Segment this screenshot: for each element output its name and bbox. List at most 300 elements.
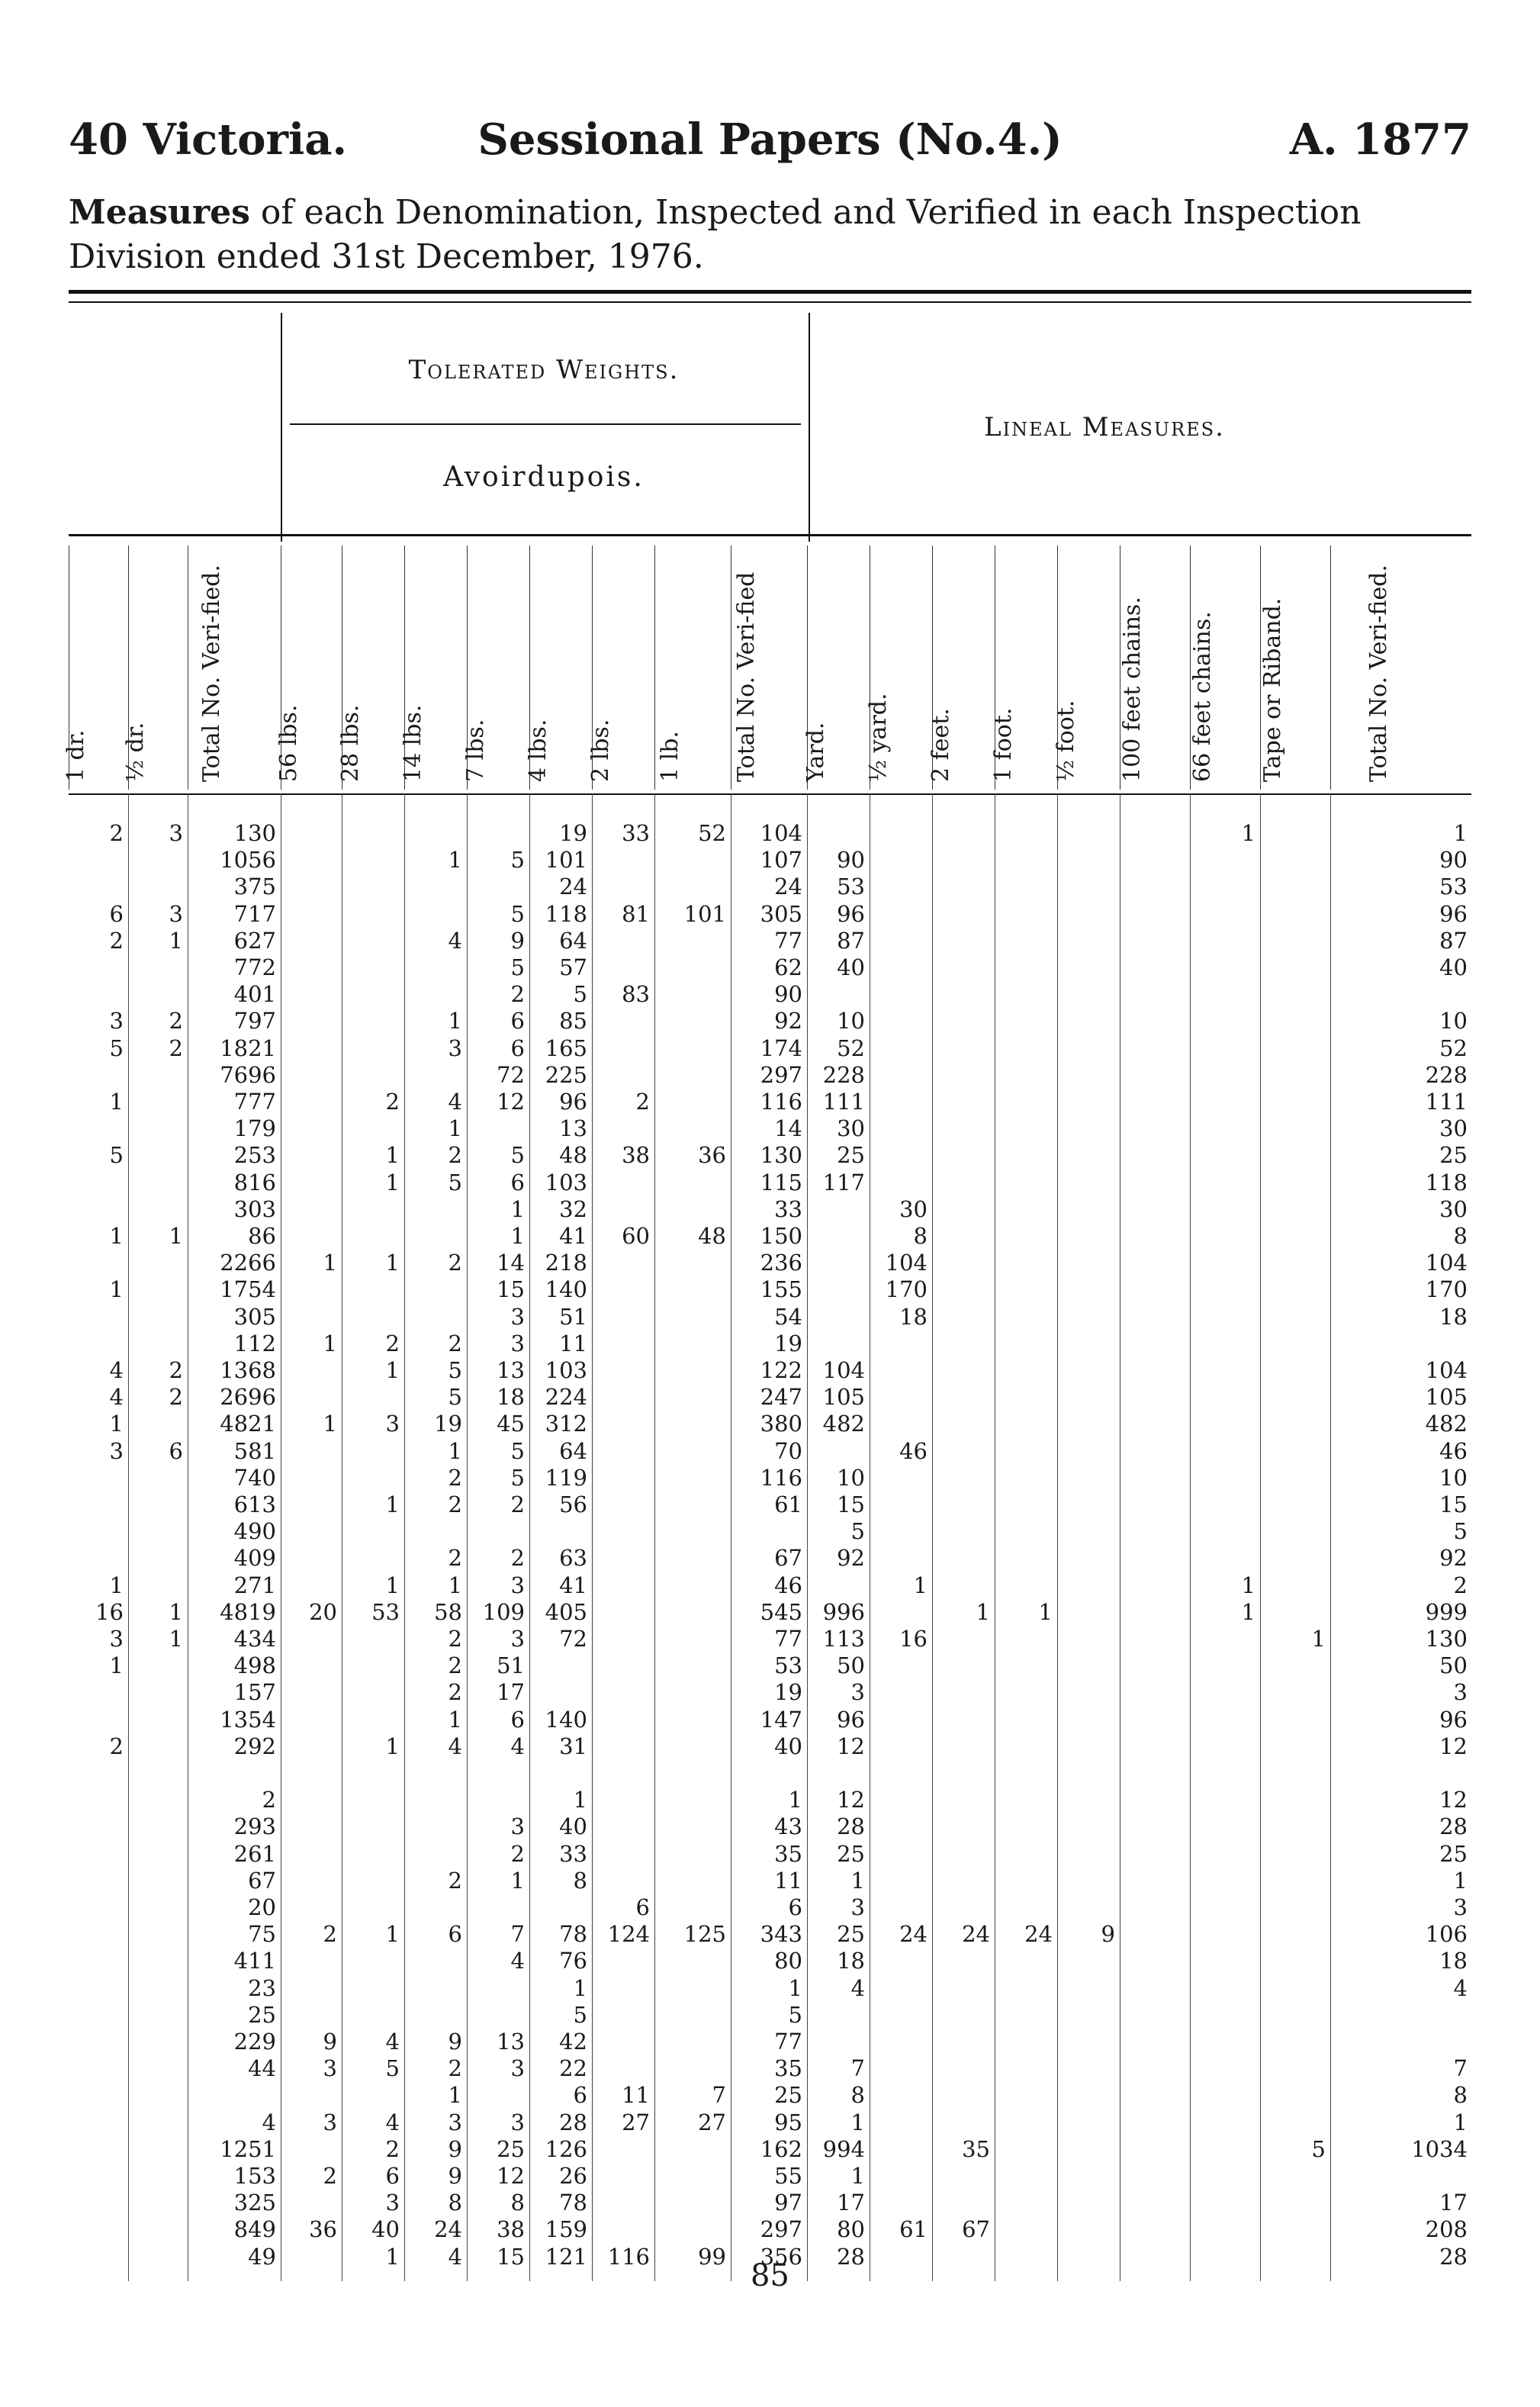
table-cell [1260, 1921, 1330, 1948]
table-cell [1057, 1813, 1120, 1840]
table-cell: 96 [837, 1706, 865, 1733]
table-cell [932, 2055, 995, 2082]
table-cell [932, 1841, 995, 1868]
table-cell: 2 [169, 1384, 183, 1411]
table-cell [592, 1868, 654, 1894]
table-cell [128, 1841, 188, 1868]
table-cell: 312 [545, 1411, 587, 1437]
table-cell: 1 [109, 1276, 124, 1303]
table-cell [807, 1250, 870, 1276]
table-cell [1260, 2055, 1330, 2082]
table-cell [654, 981, 731, 1008]
table-cell [69, 981, 128, 1008]
table-cell: 7 [850, 2055, 865, 2082]
table-cell [995, 1707, 1057, 1733]
table-cell [128, 1518, 188, 1545]
table-cell [1120, 1626, 1190, 1652]
table-caption [69, 191, 1464, 279]
table-cell: 8 [573, 1867, 587, 1894]
table-cell: 613 [233, 1492, 276, 1517]
table-cell: 10 [1439, 1008, 1468, 1035]
table-row [69, 1975, 1472, 2002]
table-cell: 1 [323, 1330, 337, 1356]
column-header [865, 545, 933, 790]
table-cell [128, 1196, 188, 1223]
table-row [69, 2002, 1472, 2029]
column-header [63, 545, 129, 790]
table-cell: 103 [545, 1169, 587, 1195]
table-cell: 18 [1439, 1948, 1468, 1974]
column-header [122, 545, 188, 790]
table-cell [1260, 1679, 1330, 1706]
table-cell: 405 [545, 1598, 587, 1625]
table-cell [592, 1008, 654, 1035]
table-cell [592, 1331, 654, 1357]
table-cell [281, 1196, 342, 1223]
column-header-label: ½ dr. [122, 722, 149, 782]
table-cell [1057, 2216, 1120, 2243]
table-cell: 3 [1453, 1679, 1468, 1706]
column-header [275, 545, 342, 790]
table-cell: 9 [448, 2029, 462, 2055]
table-cell [932, 1948, 995, 1974]
table-cell: 1 [323, 1250, 337, 1276]
table-cell [592, 1465, 654, 1492]
table-row [69, 981, 1472, 1008]
table-cell: 2 [448, 1626, 462, 1652]
table-cell: 92 [1439, 1545, 1468, 1572]
table-cell [1260, 2029, 1330, 2055]
table-cell: 8 [850, 2082, 865, 2109]
column-header [990, 545, 1058, 790]
table-cell: 236 [760, 1250, 802, 1276]
table-cell: 1354 [220, 1706, 276, 1733]
table-cell [1190, 2082, 1260, 2109]
table-cell: 80 [774, 1948, 802, 1974]
table-cell: 4 [510, 1733, 525, 1759]
table-cell: 19 [559, 820, 587, 846]
table-cell [932, 1652, 995, 1679]
table-cell [1260, 1250, 1330, 1276]
table-cell [731, 1518, 807, 1545]
table-cell [995, 1196, 1057, 1223]
table-cell [69, 847, 128, 874]
table-cell: 45 [497, 1411, 525, 1437]
table-cell [870, 1035, 932, 1062]
table-cell: 20 [248, 1894, 276, 1920]
table-cell [342, 1948, 404, 1974]
table-cell: 14 [774, 1115, 802, 1142]
table-cell [1260, 1599, 1330, 1626]
table-cell: 2 [448, 1652, 462, 1679]
table-cell: 3 [1453, 1894, 1468, 1920]
table-cell [995, 1115, 1057, 1142]
table-cell: 92 [837, 1545, 865, 1572]
table-cell [1057, 1465, 1120, 1492]
table-cell: 35 [962, 2135, 990, 2162]
table-cell: 147 [760, 1706, 802, 1733]
table-cell [932, 1196, 995, 1223]
table-cell: 46 [899, 1437, 928, 1464]
table-cell [995, 1411, 1057, 1437]
table-cell [342, 1787, 404, 1813]
table-cell: 11 [559, 1330, 587, 1356]
table-cell [342, 1304, 404, 1331]
table-cell: 25 [837, 1142, 865, 1169]
table-cell [870, 1787, 932, 1813]
table-cell [932, 1787, 995, 1813]
table-cell [1190, 928, 1260, 954]
table-cell: 53 [371, 1598, 400, 1625]
table-cell: 3 [385, 2190, 400, 2216]
table-cell [404, 1760, 467, 1787]
table-row [69, 1841, 1472, 1868]
table-cell [807, 2002, 870, 2029]
table-cell: 4819 [220, 1598, 276, 1625]
table-cell [1260, 1170, 1330, 1196]
table-cell: 17 [1439, 2190, 1468, 2216]
table-cell [281, 1679, 342, 1706]
table-cell [1120, 1089, 1190, 1115]
table-cell [128, 2136, 188, 2163]
table-cell [1120, 2029, 1190, 2055]
table-cell [1120, 2082, 1190, 2109]
table-cell [995, 1975, 1057, 2002]
table-cell: 126 [545, 2135, 587, 2162]
table-cell [654, 1841, 731, 1868]
table-cell [592, 1276, 654, 1303]
table-cell: 3 [510, 2055, 525, 2082]
table-cell [592, 1304, 654, 1331]
table-cell: 228 [1425, 1061, 1468, 1088]
table-cell [807, 1331, 870, 1357]
table-cell [342, 1760, 404, 1787]
table-cell [807, 1223, 870, 1250]
table-cell [128, 1787, 188, 1813]
table-cell [870, 1357, 932, 1384]
table-cell [932, 1813, 995, 1840]
table-cell [69, 1331, 128, 1357]
table-cell: 4 [1453, 1974, 1468, 2001]
table-cell [592, 1438, 654, 1465]
table-cell [1260, 1062, 1330, 1089]
table-cell [932, 954, 995, 981]
table-cell [1120, 1975, 1190, 2002]
table-cell: 90 [1439, 847, 1468, 874]
table-cell: 112 [233, 1330, 276, 1356]
table-cell: 8 [510, 2190, 525, 2216]
table-cell: 6 [385, 2163, 400, 2189]
table-cell: 356 [760, 2243, 802, 2270]
column-header-label: 14 lbs. [400, 704, 426, 782]
table-cell [281, 1304, 342, 1331]
table-cell [932, 2109, 995, 2136]
table-cell [467, 874, 529, 900]
table-cell: 125 [683, 1921, 726, 1948]
table-row [69, 1304, 1472, 1331]
table-cell: 50 [837, 1652, 865, 1679]
table-cell [932, 1545, 995, 1572]
table-cell: 18 [837, 1948, 865, 1974]
table-cell: 5 [385, 2055, 400, 2082]
table-cell [1120, 1841, 1190, 1868]
table-cell: 107 [760, 847, 802, 874]
table-cell: 343 [760, 1921, 802, 1948]
table-cell [1057, 847, 1120, 874]
table-cell: 2 [385, 2135, 400, 2162]
table-cell: 53 [1439, 874, 1468, 900]
table-cell: 106 [1425, 1921, 1468, 1948]
table-cell: 3 [323, 2055, 337, 2082]
table-cell: 53 [774, 1652, 802, 1679]
table-cell: 83 [622, 981, 650, 1008]
table-cell: 77 [774, 2029, 802, 2055]
table-cell [467, 1787, 529, 1813]
table-cell [1057, 1652, 1120, 1679]
table-cell: 9 [323, 2029, 337, 2055]
table-cell [128, 1142, 188, 1169]
table-cell: 1 [1453, 2109, 1468, 2135]
tolerated-weights-heading: Tolerated Weights. [408, 355, 680, 385]
table-cell [69, 1679, 128, 1706]
table-cell: 3 [385, 1411, 400, 1437]
table-cell [342, 928, 404, 954]
table-cell: 13 [497, 2029, 525, 2055]
table-cell [342, 1062, 404, 1089]
table-cell: 30 [899, 1195, 928, 1222]
table-cell [1120, 2163, 1190, 2190]
column-header-label: ½ yard. [865, 693, 892, 782]
table-cell [932, 1679, 995, 1706]
table-cell: 1 [323, 1411, 337, 1437]
column-header [462, 545, 530, 790]
table-row [69, 1089, 1472, 1115]
table-cell [1190, 1276, 1260, 1303]
table-cell: 30 [1439, 1115, 1468, 1142]
table-cell [1057, 1250, 1120, 1276]
table-cell: 9 [1101, 1921, 1115, 1948]
table-cell [128, 1115, 188, 1142]
table-cell [281, 1492, 342, 1518]
table-row [69, 1035, 1472, 1062]
table-cell [654, 1652, 731, 1679]
table-cell [281, 1465, 342, 1492]
table-cell [807, 820, 870, 847]
table-cell [592, 954, 654, 981]
table-cell [1120, 1142, 1190, 1169]
table-cell [69, 2190, 128, 2216]
table-cell: 297 [760, 1061, 802, 1088]
column-header [1190, 545, 1261, 790]
table-cell: 3 [109, 1437, 124, 1464]
table-cell: 32 [559, 1195, 587, 1222]
table-cell: 8 [1453, 2082, 1468, 2109]
table-cell [1057, 2029, 1120, 2055]
table-cell [1057, 1142, 1120, 1169]
table-cell: 33 [559, 1840, 587, 1867]
table-cell [281, 847, 342, 874]
table-cell: 3 [510, 1572, 525, 1598]
table-cell [1120, 1545, 1190, 1572]
column-header-label: 100 feet chains. [1119, 597, 1146, 782]
table-cell [1120, 1223, 1190, 1250]
table-cell [1330, 2029, 1472, 2055]
table-cell: 24 [1024, 1921, 1053, 1948]
table-cell: 490 [233, 1518, 276, 1545]
table-cell [870, 1545, 932, 1572]
column-header-label: 7 lbs. [462, 719, 489, 782]
table-row [69, 2190, 1472, 2216]
table-cell: 52 [698, 820, 726, 846]
table-cell: 717 [233, 900, 276, 927]
table-cell: 6 [635, 1894, 650, 1920]
table-cell: 53 [837, 874, 865, 900]
table-cell [1260, 1813, 1330, 1840]
table-cell: 26 [559, 2163, 587, 2189]
table-cell [654, 1760, 731, 1787]
table-cell: 5 [510, 954, 525, 980]
table-cell [1190, 1142, 1260, 1169]
table-cell [69, 1868, 128, 1894]
table-cell: 1 [385, 1733, 400, 1759]
table-cell [1190, 1035, 1260, 1062]
table-cell [1190, 2002, 1260, 2029]
table-cell: 1 [385, 1169, 400, 1195]
table-cell [592, 1787, 654, 1813]
table-cell: 6 [448, 1921, 462, 1948]
table-cell [995, 1868, 1057, 1894]
table-cell: 7 [510, 1921, 525, 1948]
table-cell [467, 2082, 529, 2109]
table-cell: 1 [573, 1974, 587, 2001]
table-cell [1120, 1438, 1190, 1465]
table-cell [529, 1518, 592, 1545]
table-cell: 1368 [220, 1357, 276, 1383]
table-cell: 122 [760, 1357, 802, 1383]
table-cell: 1 [109, 1223, 124, 1249]
table-cell: 1 [788, 1787, 802, 1813]
table-cell: 2 [169, 1008, 183, 1035]
table-cell [1057, 981, 1120, 1008]
table-cell: 17 [837, 2190, 865, 2216]
table-cell [1190, 1679, 1260, 1706]
table-cell [281, 2002, 342, 2029]
table-cell: 104 [1425, 1250, 1468, 1276]
table-cell [1190, 1089, 1260, 1115]
table-cell: 150 [760, 1223, 802, 1249]
table-cell: 52 [1439, 1035, 1468, 1061]
table-row [69, 1572, 1472, 1599]
table-cell: 24 [434, 2216, 462, 2243]
table-cell [1190, 874, 1260, 900]
table-cell [342, 2082, 404, 2109]
table-cell: 12 [837, 1787, 865, 1813]
table-cell [1190, 1357, 1260, 1384]
table-cell [342, 1813, 404, 1840]
table-cell [281, 1062, 342, 1089]
table-cell [995, 1223, 1057, 1250]
column-header-label: 28 lbs. [337, 704, 364, 782]
table-cell [1120, 874, 1190, 900]
table-cell [932, 1492, 995, 1518]
table-cell: 77 [774, 927, 802, 954]
table-cell [1057, 1975, 1120, 2002]
table-cell [1260, 1733, 1330, 1760]
table-cell [404, 1518, 467, 1545]
table-cell: 224 [545, 1384, 587, 1411]
table-cell [1120, 1652, 1190, 1679]
table-cell [870, 1707, 932, 1733]
table-cell [592, 2216, 654, 2243]
table-cell: 7 [712, 2082, 726, 2109]
table-cell [654, 1465, 731, 1492]
table-cell: 24 [962, 1921, 990, 1948]
table-cell: 5 [510, 847, 525, 874]
table-cell [69, 1062, 128, 1089]
table-cell [342, 1008, 404, 1035]
table-cell [654, 1115, 731, 1142]
table-cell [932, 1142, 995, 1169]
table-cell [1057, 1170, 1120, 1196]
table-cell: 1 [976, 1598, 990, 1625]
table-cell: 1 [169, 1626, 183, 1652]
table-cell: 6 [510, 1008, 525, 1035]
table-cell: 179 [233, 1115, 276, 1142]
table-cell [1057, 1357, 1120, 1384]
table-cell [1260, 2163, 1330, 2190]
table-cell [404, 1948, 467, 1974]
table-cell [1190, 1304, 1260, 1331]
table-cell: 1 [169, 927, 183, 954]
table-cell [1260, 954, 1330, 981]
table-cell: 1 [850, 2163, 865, 2189]
table-cell [1260, 1492, 1330, 1518]
table-row [69, 1438, 1472, 1465]
table-cell [807, 1438, 870, 1465]
table-cell: 2 [448, 2055, 462, 2082]
table-cell [281, 820, 342, 847]
table-cell [1057, 1492, 1120, 1518]
table-cell: 24 [774, 874, 802, 900]
table-cell: 33 [622, 820, 650, 846]
table-cell [69, 1545, 128, 1572]
table-cell: 2 [262, 1787, 276, 1813]
table-cell: 2 [510, 1492, 525, 1517]
table-cell [1057, 1760, 1120, 1787]
table-cell [1260, 928, 1330, 954]
table-cell [995, 847, 1057, 874]
table-cell [932, 2163, 995, 2190]
table-cell [69, 2216, 128, 2243]
table-cell: 17 [497, 1679, 525, 1706]
table-cell [1260, 1384, 1330, 1411]
table-cell [592, 2190, 654, 2216]
table-cell: 25 [837, 1840, 865, 1867]
table-cell: 2 [448, 1142, 462, 1169]
table-cell [995, 1733, 1057, 1760]
table-cell [932, 2190, 995, 2216]
table-cell: 777 [233, 1089, 276, 1115]
table-cell [1190, 1250, 1260, 1276]
table-cell: 87 [1439, 927, 1468, 954]
table-cell [654, 1733, 731, 1760]
table-cell [654, 954, 731, 981]
table-cell [1330, 981, 1472, 1008]
table-cell: 95 [774, 2109, 802, 2135]
table-cell [404, 1196, 467, 1223]
table-cell [1260, 1948, 1330, 1974]
table-cell [404, 1223, 467, 1250]
